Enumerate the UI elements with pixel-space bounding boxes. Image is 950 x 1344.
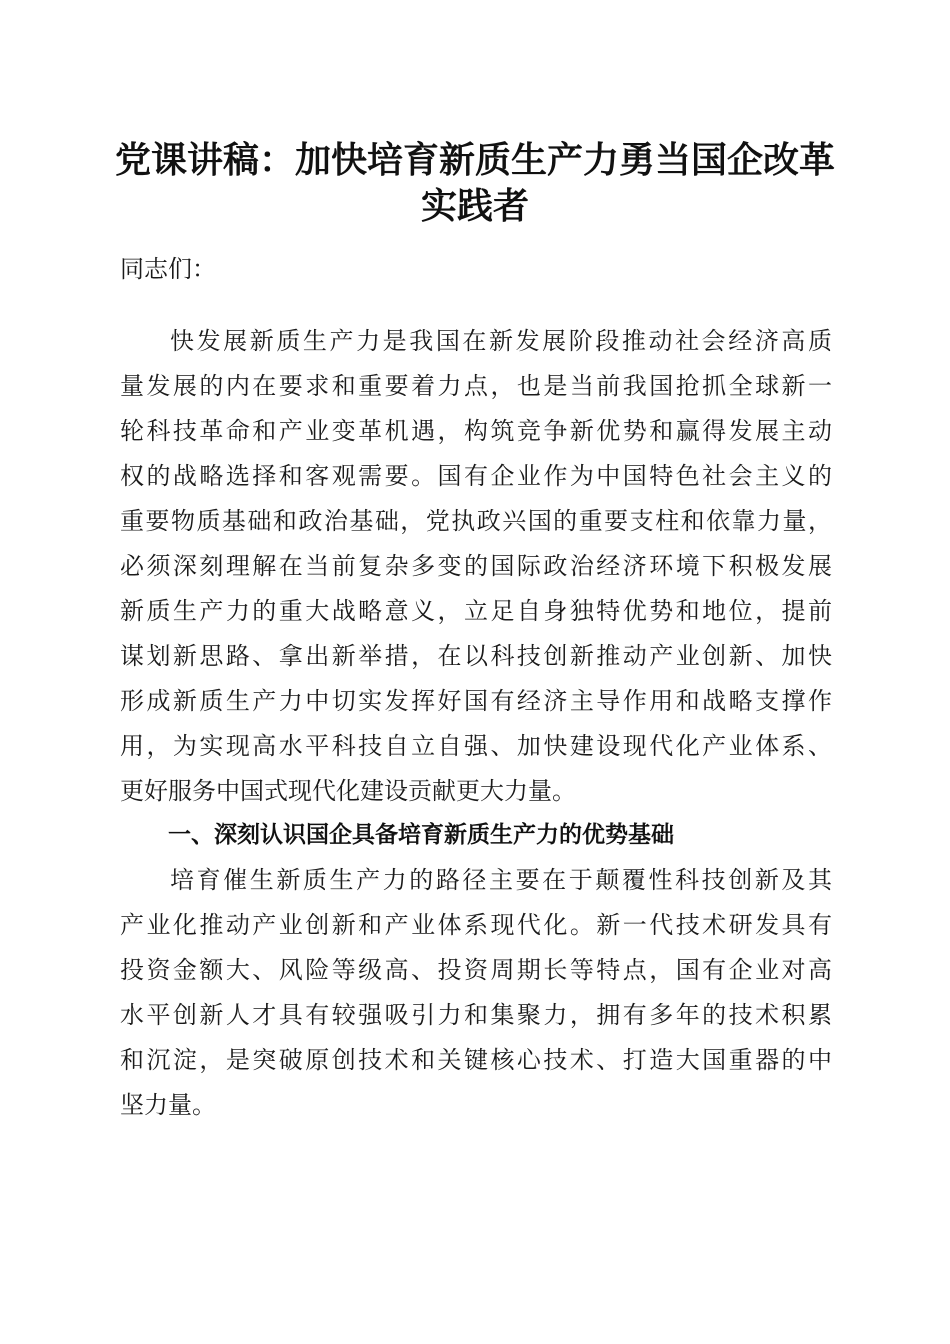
paragraph-1-line: 新质生产力的重大战略意义，立足自身独特优势和地位，提前 [120,597,832,625]
paragraph-2-line: 水平创新人才具有较强吸引力和集聚力，拥有多年的技术积累 [120,1001,832,1029]
document-title-line-2: 实践者 [420,185,529,227]
paragraph-2-line: 坚力量。 [120,1091,216,1119]
paragraph-1-line: 权的战略选择和客观需要。国有企业作为中国特色社会主义的 [120,462,832,490]
paragraph-1-line: 轮科技革命和产业变革机遇，构筑竞争新优势和赢得发展主动 [120,417,832,445]
paragraph-1-line: 谋划新思路、拿出新举措，在以科技创新推动产业创新、加快 [120,642,832,670]
document-title-line-1: 党课讲稿：加快培育新质生产力勇当国企改革 [114,139,835,181]
paragraph-1-line: 形成新质生产力中切实发挥好国有经济主导作用和战略支撑作 [120,687,832,715]
paragraph-1-line: 必须深刻理解在当前复杂多变的国际政治经济环境下积极发展 [120,552,832,580]
paragraph-1-line: 量发展的内在要求和重要着力点，也是当前我国抢抓全球新一 [120,372,832,400]
paragraph-1-line: 更好服务中国式现代化建设贡献更大力量。 [120,777,576,805]
section-1-heading: 一、深刻认识国企具备培育新质生产力的优势基础 [168,822,674,848]
paragraph-2-line: 培育催生新质生产力的路径主要在于颠覆性科技创新及其 [170,866,832,894]
paragraph-1-line: 用，为实现高水平科技自立自强、加快建设现代化产业体系、 [120,732,832,760]
paragraph-1-line: 快发展新质生产力是我国在新发展阶段推动社会经济高质 [170,327,832,355]
salutation: 同志们： [120,255,216,283]
paragraph-2-line: 产业化推动产业创新和产业体系现代化。新一代技术研发具有 [120,911,832,939]
paragraph-2-line: 和沉淀，是突破原创技术和关键核心技术、打造大国重器的中 [120,1046,832,1074]
paragraph-1-line: 重要物质基础和政治基础，党执政兴国的重要支柱和依靠力量， [120,507,832,535]
paragraph-2-line: 投资金额大、风险等级高、投资周期长等特点，国有企业对高 [120,956,832,984]
